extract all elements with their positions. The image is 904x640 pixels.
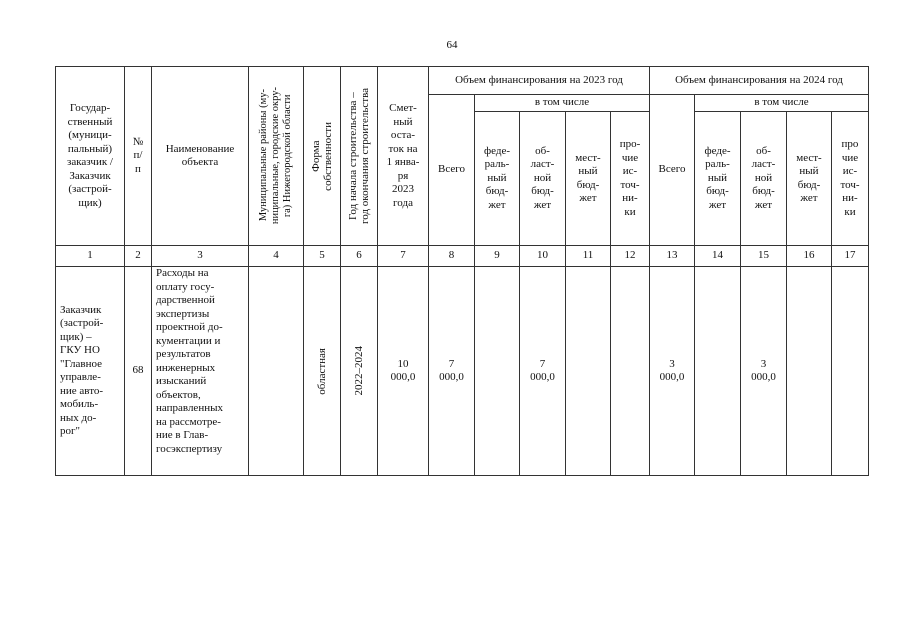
header-districts-line1: Муниципальные районы (му- (258, 89, 269, 223)
column-number: 17 (832, 246, 869, 267)
column-number: 11 (566, 246, 611, 267)
header-financing-2024: Объем финансирования на 2024 год (650, 67, 869, 95)
header-ownership-line1: Форма (310, 140, 322, 172)
header-regional-2024: об- ласт- ной бюд- жет (741, 112, 787, 246)
header-other-2024: про чие ис- точ- ни- ки (832, 112, 869, 246)
row-total-2024: 3 000,0 (650, 267, 695, 476)
header-districts-line2: ниципальные, городские окру- (270, 87, 281, 225)
header-other-2023: про- чие ис- точ- ни- ки (611, 112, 650, 246)
column-number: 13 (650, 246, 695, 267)
column-number: 7 (378, 246, 429, 267)
row-years: 2022–2024 (353, 346, 365, 396)
row-local-2023 (566, 267, 611, 476)
header-num: № п/ п (125, 67, 152, 246)
header-years (341, 67, 378, 246)
header-total-2024: Всего (650, 95, 695, 246)
column-number: 8 (429, 246, 475, 267)
row-local-2024 (787, 267, 832, 476)
column-number: 9 (475, 246, 520, 267)
header-total-2023: Всего (429, 95, 475, 246)
header-federal-2024: феде- раль- ный бюд- жет (695, 112, 741, 246)
column-number: 4 (249, 246, 304, 267)
header-local-2023: мест- ный бюд- жет (566, 112, 611, 246)
column-number: 10 (520, 246, 566, 267)
row-customer: Заказчик (застрой- щик) – ГКУ НО "Главное управле- ние авто- мобиль- ных до- рог" (56, 267, 125, 476)
header-local-2024: мест- ный бюд- жет (787, 112, 832, 246)
row-object-name: Расходы на оплату госу- дарственной экспертизы проектной до- кументации и результатов инженерных изысканий объектов, направленных на рассмотре- ние в Глав- госэкспертизу (152, 267, 249, 476)
row-years-cell (341, 267, 378, 476)
column-number: 14 (695, 246, 741, 267)
header-financing-2023: Объем финансирования на 2023 год (429, 67, 650, 95)
header-ownership-line2: собственности (322, 121, 334, 191)
column-number: 15 (741, 246, 787, 267)
row-estimate-remainder: 10 000,0 (378, 267, 429, 476)
column-number: 16 (787, 246, 832, 267)
header-regional-2023: об- ласт- ной бюд- жет (520, 112, 566, 246)
column-number: 6 (341, 246, 378, 267)
header-years-line1: Год начала строительства – (347, 92, 359, 220)
row-district (249, 267, 304, 476)
row-total-2023: 7 000,0 (429, 267, 475, 476)
table-row (56, 267, 869, 476)
header-customer: Государ- ственный (муници- пальный) заказчик / Заказчик (застрой- щик) (56, 67, 125, 246)
column-number: 5 (304, 246, 341, 267)
row-regional-2024: 3 000,0 (741, 267, 787, 476)
header-districts (249, 67, 304, 246)
header-estimate-remainder: Смет- ный оста- ток на 1 янва- ря 2023 года (378, 67, 429, 246)
row-federal-2023 (475, 267, 520, 476)
header-years-line2: год окончания строительства (359, 88, 371, 224)
header-federal-2023: феде- раль- ный бюд- жет (475, 112, 520, 246)
financing-table (55, 66, 869, 476)
header-object-name: Наименование объекта (152, 67, 249, 246)
row-regional-2023: 7 000,0 (520, 267, 566, 476)
column-number: 12 (611, 246, 650, 267)
row-num: 68 (125, 267, 152, 476)
header-including-2023: в том числе (475, 95, 650, 112)
header-ownership (304, 67, 341, 246)
row-other-2023 (611, 267, 650, 476)
column-number: 2 (125, 246, 152, 267)
row-federal-2024 (695, 267, 741, 476)
column-number: 1 (56, 246, 125, 267)
header-districts-line3: га) Нижегородской области (282, 94, 293, 218)
header-including-2024: в том числе (695, 95, 869, 112)
row-ownership-cell (304, 267, 341, 476)
row-other-2024 (832, 267, 869, 476)
column-number: 3 (152, 246, 249, 267)
row-ownership: областная (316, 347, 328, 395)
page-number: 64 (446, 39, 458, 51)
